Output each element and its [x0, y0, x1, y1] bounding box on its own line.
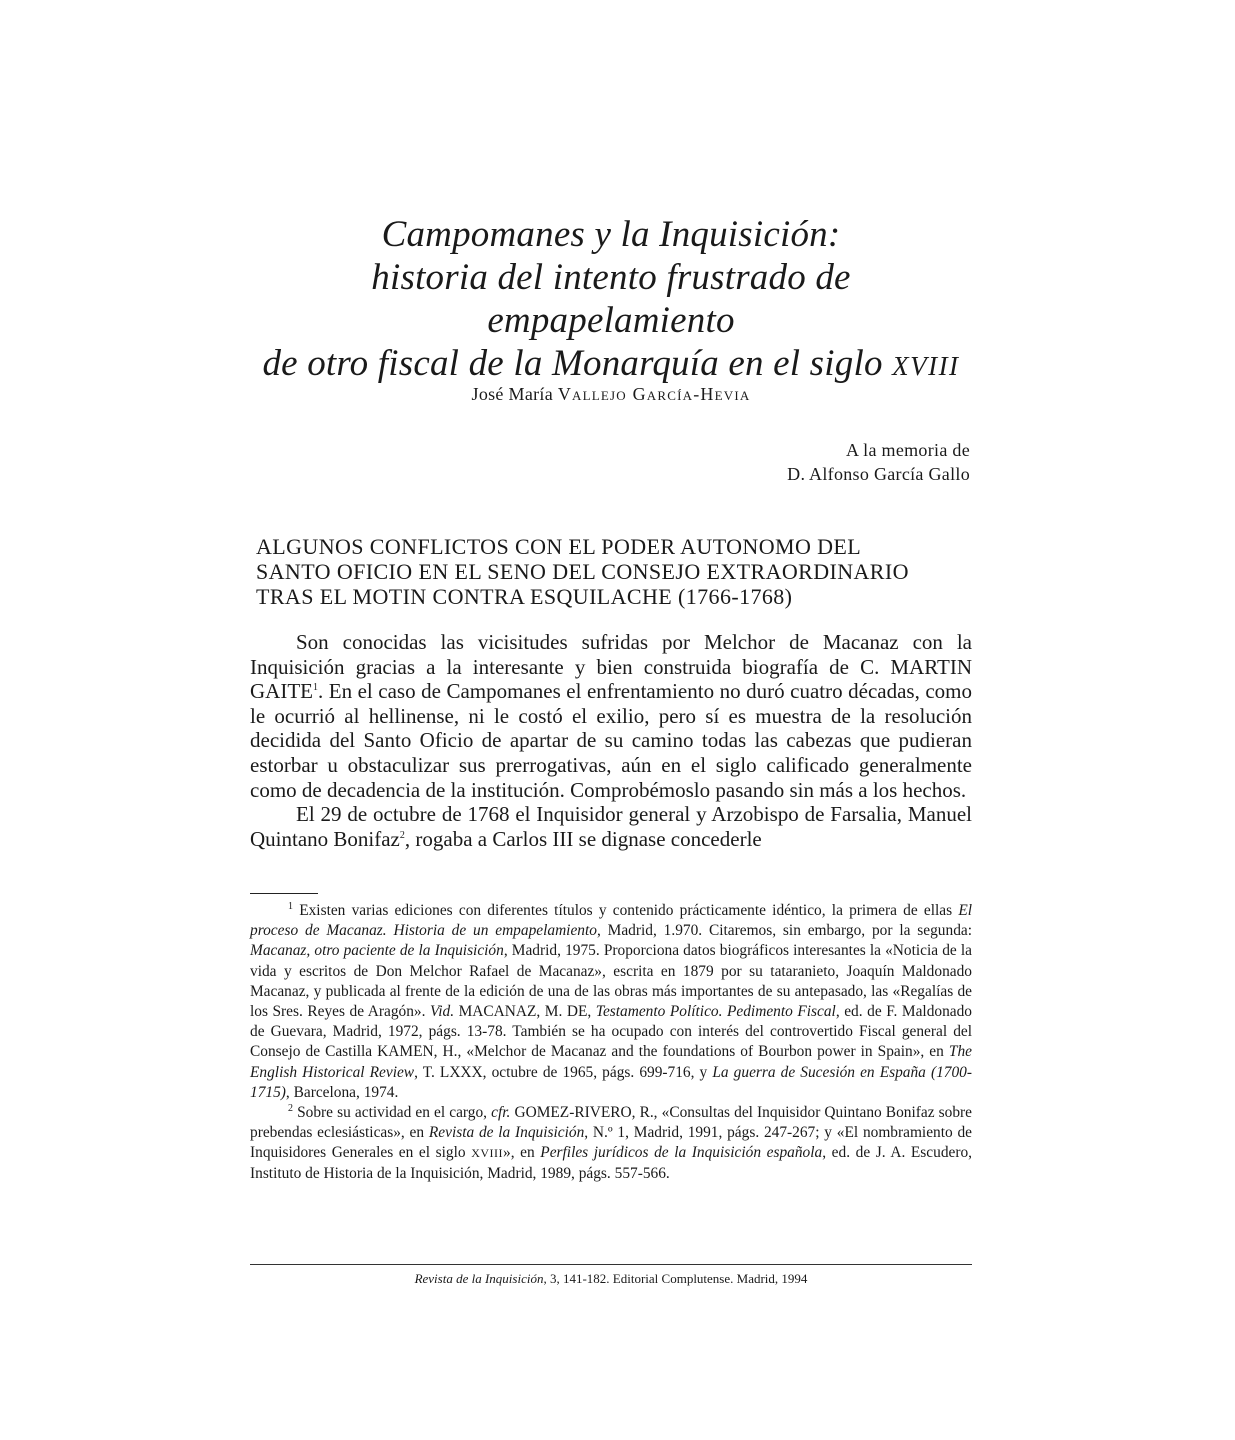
section-heading: [256, 534, 972, 609]
journal-name: Revista de la Inquisición: [414, 1271, 544, 1286]
footnote-ref-2: 2: [399, 829, 405, 841]
footnote-title: Perfiles jurídicos de la Inquisición española: [540, 1144, 823, 1162]
footnotes: [250, 901, 972, 1184]
footnote-2: [250, 1103, 972, 1184]
footnote-text: , Madrid, 1975. Proporciona datos biográficos interesantes la «Noticia de la vida y escritos de Don Melchor Rafael de Macanaz», escrita en 1879 por su tataranieto, Joaquín Maldonado Macanaz, y publicada al frente de la edición de una de las obras más importantes de su antepasado, las «Regalías de los Sres. Reyes de Aragón».: [250, 942, 972, 1021]
body-paragraph: [250, 802, 972, 851]
body-paragraph: [250, 630, 972, 802]
footnote-text: , Barcelona, 1974.: [285, 1083, 399, 1101]
title-line-3-text: de otro fiscal de la Monarquía en el siglo: [262, 343, 893, 384]
footnote-title: Revista de la Inquisición: [428, 1124, 585, 1142]
section-heading-line-2: SANTO OFICIO EN EL SENO DEL CONSEJO EXTRAORDINARIO: [256, 559, 909, 584]
body-text: [250, 630, 972, 851]
footnote-title: cfr.: [491, 1104, 511, 1122]
body-paragraph-text: . En el caso de Campomanes el enfrentamiento no duró cuatro décadas, como le ocurrió al hellinense, ni le costó el exilio, pero sí es muestra de la resolución decidida del Santo Oficio de apartar de su camino todas las cabezas que pudieran estorbar u obstaculizar sus prerrogativas, aún en el siglo calificado generalmente como de decadencia de la institución. Comprobémoslo pasando sin más a los hechos.: [250, 679, 972, 802]
title-century: XVIII: [892, 351, 960, 381]
footnote-separator: [250, 893, 318, 894]
footnote-text: », en: [503, 1144, 541, 1162]
footnote-text: Sobre su actividad en el cargo,: [293, 1104, 492, 1122]
footer-rule: [250, 1264, 972, 1265]
journal-citation: , 3, 141-182. Editorial Complutense. Madrid, 1994: [543, 1271, 808, 1286]
author-given-name: José María: [471, 384, 553, 404]
footnote-1: [250, 901, 972, 1103]
article-title: [250, 213, 972, 388]
footnote-title: Macanaz, otro paciente de la Inquisición: [250, 942, 504, 960]
footnote-text: , N.º 1, Madrid, 1991, págs. 247-267; y «El nombramiento de Inquisidores Generales en el siglo: [250, 1124, 973, 1162]
body-paragraph-text: El 29 de octubre de 1768 el Inquisidor general y Arzobispo de Farsalia, Manuel Quintano Bonifaz: [250, 802, 972, 851]
footnote-text: Existen varias ediciones con diferentes títulos y contenido prácticamente idéntico, la primera de ellas: [293, 902, 959, 919]
title-line-2: historia del intento frustrado de empapelamiento: [371, 257, 851, 341]
title-line-3: [250, 342, 972, 388]
footnote-text: , Madrid, 1.970. Citaremos, sin embargo, por la segunda:: [596, 922, 973, 940]
section-heading-line-1: ALGUNOS CONFLICTOS CON EL PODER AUTONOMO DEL: [256, 534, 862, 559]
dedication-line-2: D. Alfonso García Gallo: [787, 464, 970, 484]
footnote-text: , ed. de J. A. Escudero, Instituto de Historia de la Inquisición, Madrid, 1989, págs. 557-566.: [250, 1144, 973, 1182]
author-byline: [250, 384, 972, 405]
footnote-ref-1: 1: [312, 682, 318, 694]
body-paragraph-text: Son conocidas las vicisitudes sufridas por Melchor de Macanaz con la Inquisición gracias a la interesante y bien construida biografía de C. MARTIN GAITE: [250, 630, 972, 704]
dedication: [787, 438, 970, 486]
footnote-century: XVIII: [471, 1146, 504, 1161]
body-paragraph-text: , rogaba a Carlos III se dignase concederle: [404, 826, 762, 851]
footnote-text: GOMEZ-RIVERO, R., «Consultas del Inquisidor Quintano Bonifaz sobre prebendas eclesiásticas», en: [250, 1104, 972, 1142]
section-heading-line-3: TRAS EL MOTIN CONTRA ESQUILACHE (1766-1768): [256, 584, 793, 609]
footnote-text: , ed. de F. Maldonado de Guevara, Madrid, 1972, págs. 13-78. También se ha ocupado con interés del controvertido Fiscal general del Consejo de Castilla KAMEN, H., «Melchor de Macanaz and the foundations of Bourbon power in Spain», en: [250, 1003, 973, 1061]
footnote-marker: 2: [288, 1102, 293, 1114]
author-surname: Vallejo García-Hevia: [557, 384, 751, 404]
footnote-title: Vid.: [430, 1003, 455, 1021]
footnote-title: La guerra de Sucesión en España (1700-1715): [250, 1063, 972, 1101]
footnote-text: , T. LXXX, octubre de 1965, págs. 699-716, y: [414, 1063, 713, 1081]
footnote-marker: 1: [288, 900, 293, 912]
dedication-line-1: A la memoria de: [846, 440, 970, 460]
footnote-title: Testamento Político. Pedimento Fiscal: [595, 1003, 836, 1021]
running-footer: [250, 1271, 972, 1287]
footnote-title: The English Historical Review: [250, 1043, 972, 1081]
title-line-1: Campomanes y la Inquisición:: [381, 214, 841, 255]
footnote-text: MACANAZ, M. DE,: [454, 1003, 596, 1021]
footnote-title: El proceso de Macanaz. Historia de un empapelamiento: [250, 902, 972, 940]
